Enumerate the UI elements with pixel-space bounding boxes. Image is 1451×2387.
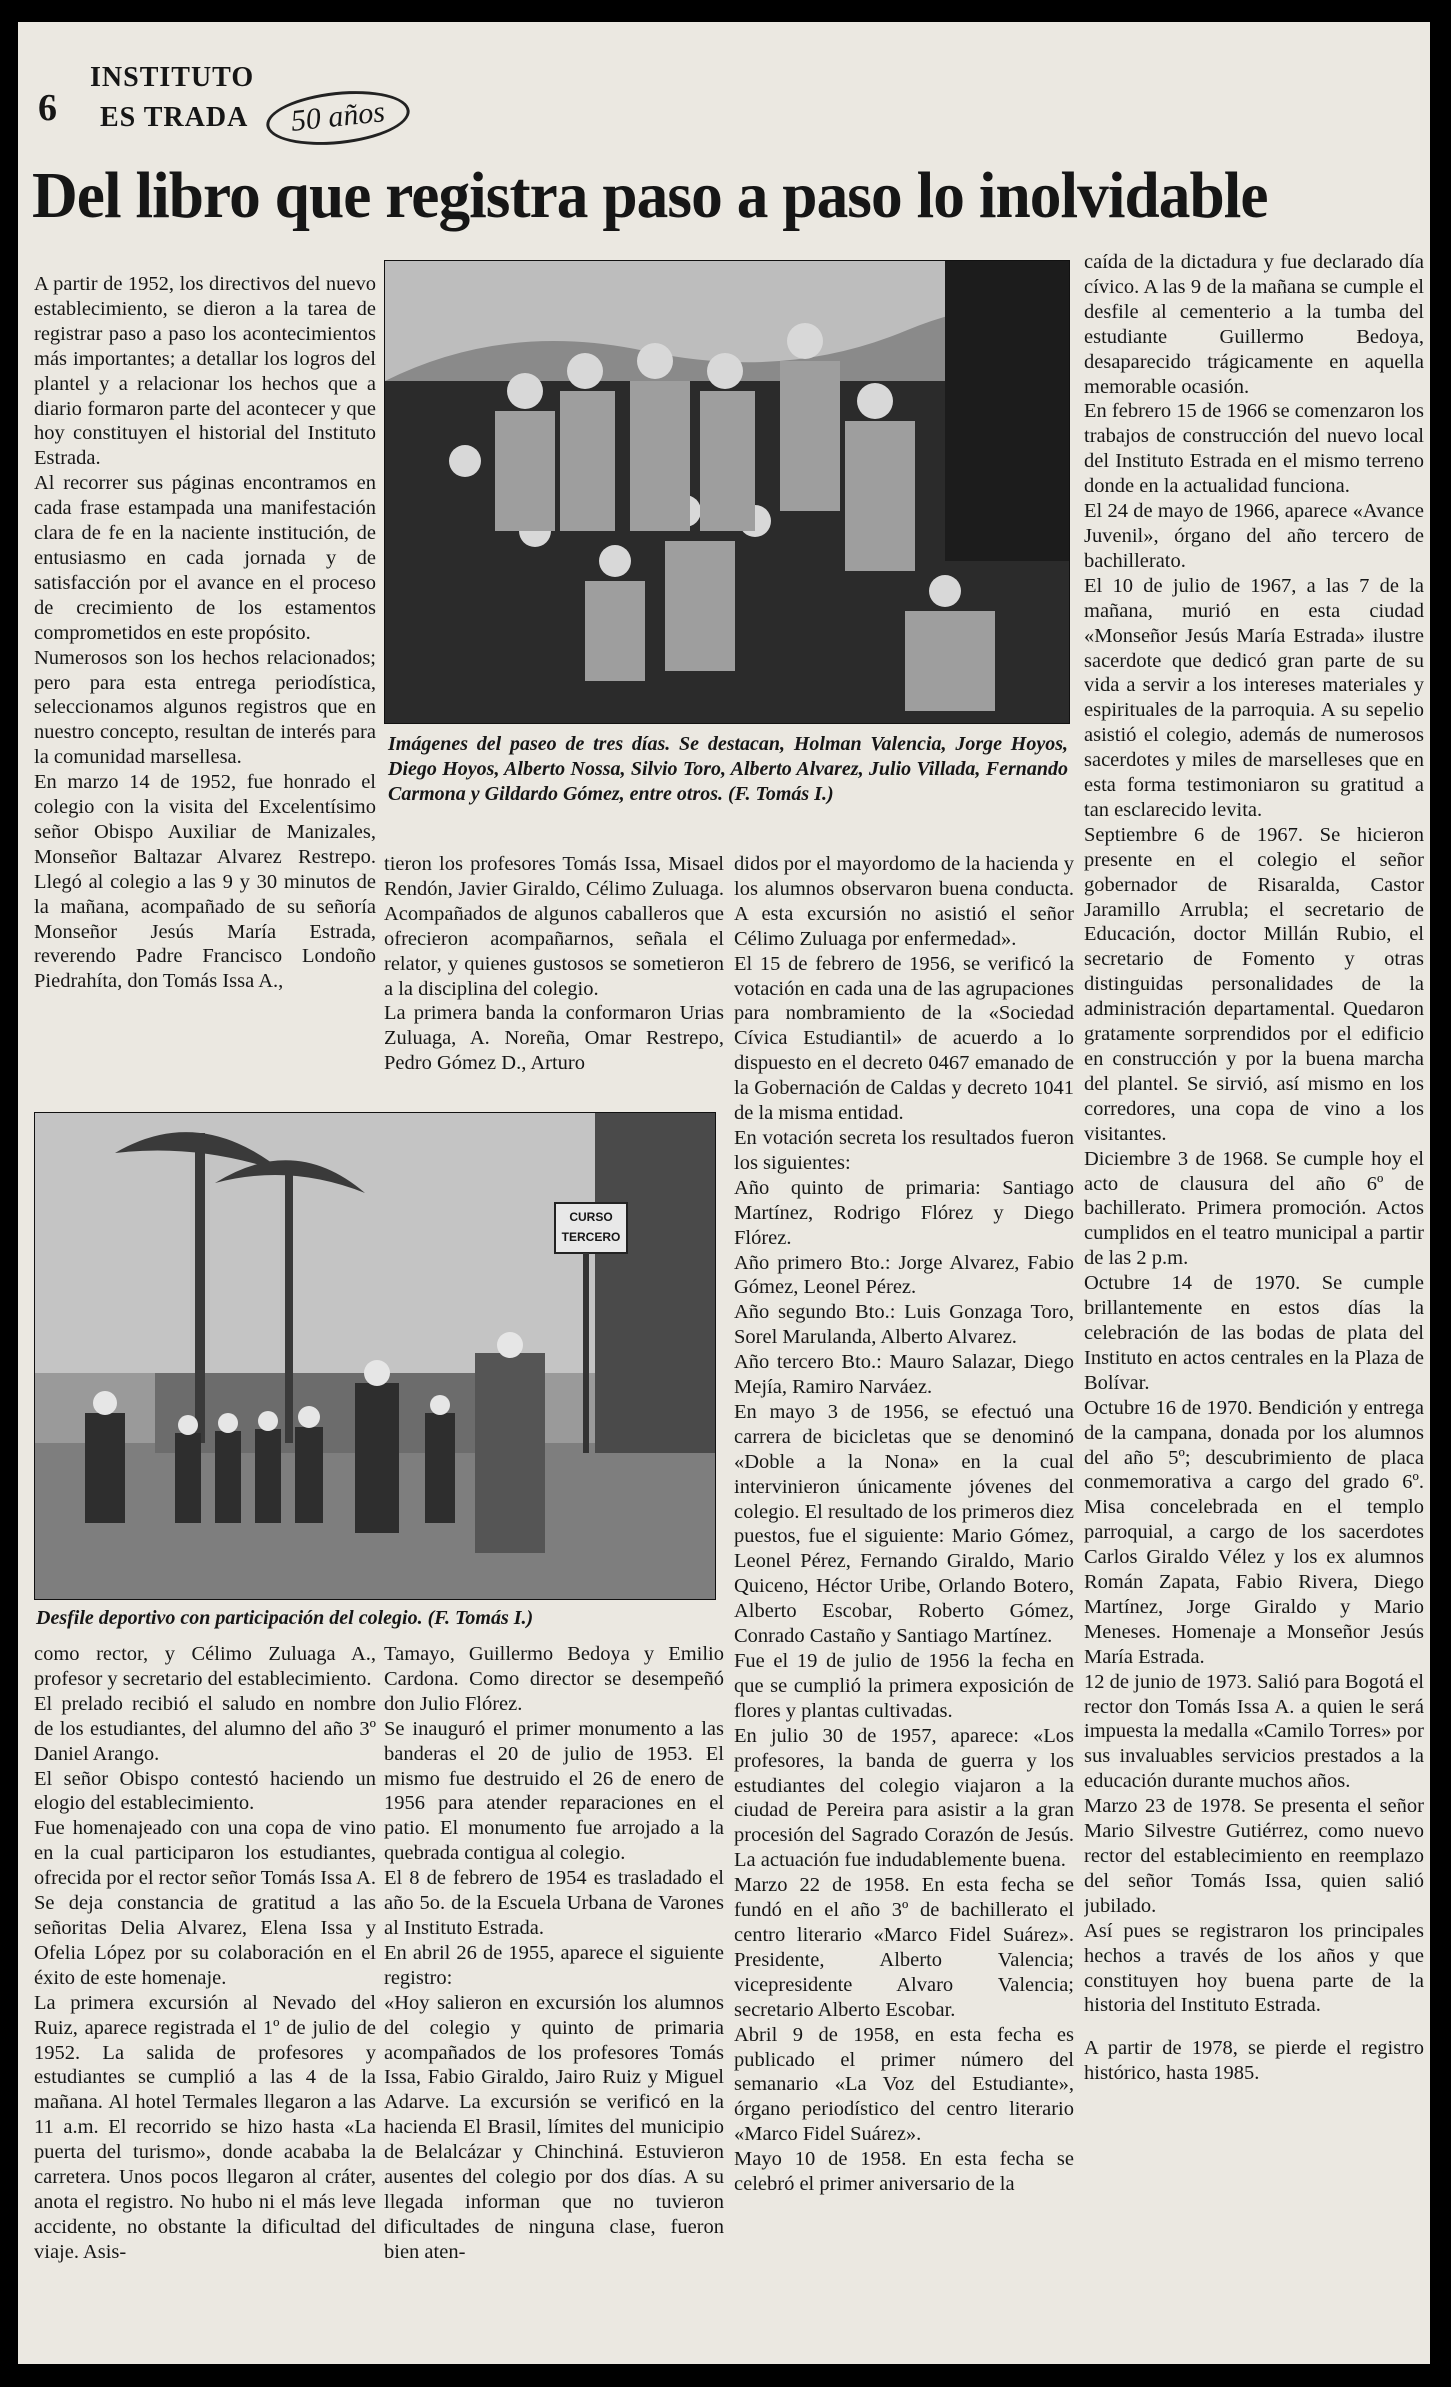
column-2-top bbox=[384, 852, 724, 1102]
paragraph: Diciembre 3 de 1968. Se cumple hoy el acto de clausura del año 6º de bachillerato. Primera promoción. Actos cumplidos en el teatro municipal a partir de las 2 p.m. bbox=[1084, 1147, 1424, 1270]
paragraph: Se deja constancia de gratitud a las señoritas Delia Alvarez, Elena Issa y Ofelia López por su colaboración en el éxito de este homenaje. bbox=[34, 1892, 376, 1989]
paragraph: «Hoy salieron en excursión los alumnos del colegio y quinto de primaria acompañados de los profesores Tomás Issa, Fabio Giraldo, Jairo Ruiz y Miguel Adarve. La excursión se verificó en la hacienda El Brasil, límites del municipio de Belalcázar y Chinchiná. Estuvieron ausentes del colegio por dos días. A su llegada informan que no tuvieron dificultades de ninguna clase, fueron bien aten- bbox=[384, 1991, 724, 2263]
page-number: 6 bbox=[38, 87, 57, 129]
paragraph: Fue homenajeado con una copa de vino en la cual participaron los estudiantes, ofrecida por el rector señor Tomás Issa A. bbox=[34, 1817, 376, 1890]
paragraph: El 8 de febrero de 1954 es trasladado el año 5o. de la Escuela Urbana de Varones al Instituto Estrada. bbox=[384, 1867, 724, 1939]
paragraph: El 10 de julio de 1967, a las 7 de la mañana, murió en esta ciudad «Monseñor Jesús María Estrada» ilustre sacerdote que dedicó gran parte de su vida a servir a los intereses materiales y espirituales de la parroquia. A su sepelio asistió el colegio, además de numerosos sacerdotes y miles de marselleses que en esta forma testimoniaron su gratitud a tan esclarecido levita. bbox=[1084, 574, 1424, 821]
paragraph: La primera excursión al Nevado del Ruiz, aparece registrada el 1º de julio de 1952. La salida de profesores y estudiantes se cumplió a las 4 de la mañana. Al hotel Termales llegaron a las 11 a.m. El recorrido se hizo hasta «La puerta del turismo», donde acababa la carretera. Unos pocos llegaron al cráter, anota el registro. No hubo ni el más leve accidente, no obstante la dificultad del viaje. Asis- bbox=[34, 1991, 376, 2263]
headline: Del libro que registra paso a paso lo inolvidable bbox=[32, 159, 1268, 232]
paragraph: El prelado recibió el saludo en nombre de los estudiantes, del alumno del año 3º Daniel Arango. bbox=[34, 1692, 376, 1765]
paragraph: A partir de 1952, los directivos del nuevo establecimiento, se dieron a la tarea de registrar paso a paso los acontecimientos más importantes; a detallar los logros del plantel y a relacionar los hechos que a diario formaron parte del acontecer y que hoy constituyen el historial del Instituto Estrada. bbox=[34, 273, 376, 470]
parade-photo bbox=[34, 1112, 716, 1600]
paragraph: Septiembre 6 de 1967. Se hicieron presente en el colegio el señor gobernador de Risaralda, Castor Jaramillo Arrubla; el secretario de Educación, doctor Millán Rubio, el secretario de Fomento y otras distinguidas personalidades de la administración departamental. Quedaron gratamente sorprendidos por el edificio en construcción y por la buena marcha del plantel. Se sirvió, así mismo en los corredores, una copa de vino a los visitantes. bbox=[1084, 823, 1424, 1145]
paragraph: A partir de 1978, se pierde el registro histórico, hasta 1985. bbox=[1084, 2037, 1424, 2085]
paragraph: Marzo 23 de 1978. Se presenta el señor Mario Silvestre Gutiérrez, como nuevo rector del establecimiento en reemplazo del señor Tomás Issa, quien salió jubilado. bbox=[1084, 1795, 1424, 1917]
paragraph: El señor Obispo contestó haciendo un elogio del establecimiento. bbox=[34, 1767, 376, 1815]
parade-photo-caption: Desfile deportivo con participación del colegio. (F. Tomás I.) bbox=[36, 1607, 534, 1629]
paragraph: como rector, y Célimo Zuluaga A., profesor y secretario del establecimiento. bbox=[34, 1643, 376, 1690]
paragraph: Tamayo, Guillermo Bedoya y Emilio Cardona. Como director se desempeñó don Julio Flórez. bbox=[384, 1643, 724, 1715]
paragraph: Numerosos son los hechos relacionados; pero para esta entrega periodística, seleccionamos algunos registros que en nuestro concepto, resultan de interés para la comunidad marsellesa. bbox=[34, 646, 376, 769]
logo-line2: ES TRADA bbox=[100, 102, 249, 133]
paragraph: Año tercero Bto.: Mauro Salazar, Diego Mejía, Ramiro Narváez. bbox=[734, 1351, 1074, 1399]
institute-logo bbox=[90, 62, 430, 162]
column-3 bbox=[734, 852, 1074, 2362]
paragraph: Marzo 22 de 1958. En esta fecha se fundó en el año 3º de bachillerato el centro literario «Marco Fidel Suárez». Presidente, Alberto Valencia; vicepresidente Alvaro Valencia; secretario Alberto Escobar. bbox=[734, 1874, 1074, 2021]
paragraph: Año segundo Bto.: Luis Gonzaga Toro, Sorel Marulanda, Alberto Alvarez. bbox=[734, 1301, 1074, 1349]
paragraph: Así pues se registraron los principales hechos a través de los años y que constituyen hoy buena parte de la historia del Instituto Estrada. bbox=[1084, 1919, 1424, 2017]
paragraph: Octubre 14 de 1970. Se cumple brillantemente en estos días la celebración de las bodas de plata del Instituto en actos centrales en la Plaza de Bolívar. bbox=[1084, 1272, 1424, 1394]
parade-sign: CURSO TERCERO bbox=[561, 1210, 621, 1244]
excursion-photo-caption: Imágenes del paseo de tres días. Se destacan, Holman Valencia, Jorge Hoyos, Diego Hoyos, Alberto Nossa, Silvio Toro, Alberto Alvarez, Julio Villada, Fernando Carmona y Gildardo Gómez, entre otros. (F. Tomás I.) bbox=[388, 733, 1068, 805]
paragraph: tieron los profesores Tomás Issa, Misael Rendón, Javier Giraldo, Célimo Zuluaga. Acompañados de algunos caballeros que ofrecieron acompañarnos, señala el relator, y quienes gustosos se sometieron a la disciplina del colegio. bbox=[384, 853, 724, 1000]
paragraph: Octubre 16 de 1970. Bendición y entrega de la campana, donada por los alumnos del año 5º; descubrimiento de placa conmemorativa a cargo del grado 6º. Misa concelebrada en el templo parroquial, a cargo de los sacerdotes Carlos Giraldo Vélez y los ex alumnos Román Zapata, Fabio Rivera, Diego Martínez, Jorge Giraldo y Mario Meneses. Homenaje a Monseñor Jesús María Estrada. bbox=[1084, 1396, 1424, 1668]
paragraph: El 24 de mayo de 1966, aparece «Avance Juvenil», órgano del año tercero de bachillerato. bbox=[1084, 500, 1424, 572]
paragraph: Mayo 10 de 1958. En esta fecha se celebró el primer aniversario de la bbox=[734, 2148, 1074, 2196]
paragraph: Abril 9 de 1958, en esta fecha es publicado el primer número del semanario «La Voz del Estudiante», órgano periodístico del centro literario «Marco Fidel Suárez». bbox=[734, 2023, 1074, 2146]
paragraph: Fue el 19 de julio de 1956 la fecha en que se cumplió la primera exposición de flores y plantas cultivadas. bbox=[734, 1650, 1074, 1722]
paragraph: En marzo 14 de 1952, fue honrado el colegio con la visita del Excelentísimo señor Obispo Auxiliar de Manizales, Monseñor Baltazar Alvarez Restrepo. Llegó al colegio a las 9 y 30 minutos de la mañana, acompañado de su señoría Monseñor Jesús María Estrada, reverendo Padre Francisco Londoño Piedrahíta, don Tomás Issa A., bbox=[34, 771, 376, 993]
paragraph: Se inauguró el primer monumento a las banderas el 20 de julio de 1953. El mismo fue destruido el 26 de enero de 1956 para atender reparaciones en el patio. El monumento fue arrojado a la quebrada contigua al colegio. bbox=[384, 1717, 724, 1865]
newspaper-page bbox=[18, 22, 1430, 2364]
paragraph: caída de la dictadura y fue declarado día cívico. A las 9 de la mañana se cumple el desfile al cementerio a la tumba del estudiante Guillermo Bedoya, desaparecido trágicamente en aquella memorable ocasión. bbox=[1084, 251, 1424, 398]
paragraph: En julio 30 de 1957, aparece: «Los profesores, la banda de guerra y los estudiantes del colegio viajaron a la ciudad de Pereira para asistir a la gran procesión del Sagrado Corazón de Jesús. La actuación fue indudablemente buena. bbox=[734, 1724, 1074, 1872]
paragraph: Año primero Bto.: Jorge Alvarez, Fabio Gómez, Leonel Pérez. bbox=[734, 1251, 1074, 1299]
excursion-photo bbox=[384, 260, 1070, 724]
paragraph: En votación secreta los resultados fueron los siguientes: bbox=[734, 1126, 1074, 1174]
column-1-top bbox=[34, 272, 376, 1102]
paragraph: En febrero 15 de 1966 se comenzaron los trabajos de construcción del nuevo local del Instituto Estrada en el mismo terreno donde en la actualidad funciona. bbox=[1084, 400, 1424, 498]
paragraph: didos por el mayordomo de la hacienda y los alumnos observaron buena conducta. A esta excursión no asistió el señor Célimo Zuluaga por enfermedad». bbox=[734, 853, 1074, 950]
parade-photo-image bbox=[35, 1113, 715, 1599]
excursion-photo-image bbox=[385, 261, 1069, 723]
paragraph: La primera banda la conformaron Urias Zuluaga, A. Noreña, Omar Restrepo, Pedro Gómez D., Arturo bbox=[384, 1002, 724, 1075]
paragraph: Año quinto de primaria: Santiago Martínez, Rodrigo Flórez y Diego Flórez. bbox=[734, 1176, 1074, 1249]
paragraph: En abril 26 de 1955, aparece el siguiente registro: bbox=[384, 1941, 724, 1989]
logo-line1: INSTITUTO bbox=[90, 62, 255, 93]
column-1-bottom bbox=[34, 1642, 376, 2362]
paragraph: En mayo 3 de 1956, se efectuó una carrera de bicicletas que se denominó «Doble a la Nona» en la cual intervinieron únicamente jóvenes del colegio. El resultado de los primeros diez puestos, fue el siguiente: Mario Gómez, Leonel Pérez, Fernando Giraldo, Mario Quiceno, Héctor Uribe, Orlando Botero, Alberto Escobar, Roberto Gómez, Conrado Castaño y Santiago Martínez. bbox=[734, 1400, 1074, 1648]
paragraph: 12 de junio de 1973. Salió para Bogotá el rector don Tomás Issa A. a quien le será impuesta la medalla «Camilo Torres» por sus invaluables servicios prestados a la educación durante muchos años. bbox=[1084, 1670, 1424, 1793]
column-4 bbox=[1084, 250, 1424, 2362]
column-2-bottom bbox=[384, 1642, 724, 2362]
anniversary-badge: 50 años bbox=[264, 85, 413, 152]
paragraph: El 15 de febrero de 1956, se verificó la votación en cada una de las agrupaciones para nombramiento de la «Sociedad Cívica Estudiantil» de acuerdo a lo dispuesto en el decreto 0467 emanado de la Gobernación de Caldas y decreto 1041 de la misma entidad. bbox=[734, 952, 1074, 1125]
paragraph: Al recorrer sus páginas encontramos en cada frase estampada una manifestación clara de fe en la naciente institución, de entusiasmo en cada jornada y de satisfacción por el avance en el proceso de crecimiento de los estamentos comprometidos en este propósito. bbox=[34, 472, 376, 644]
